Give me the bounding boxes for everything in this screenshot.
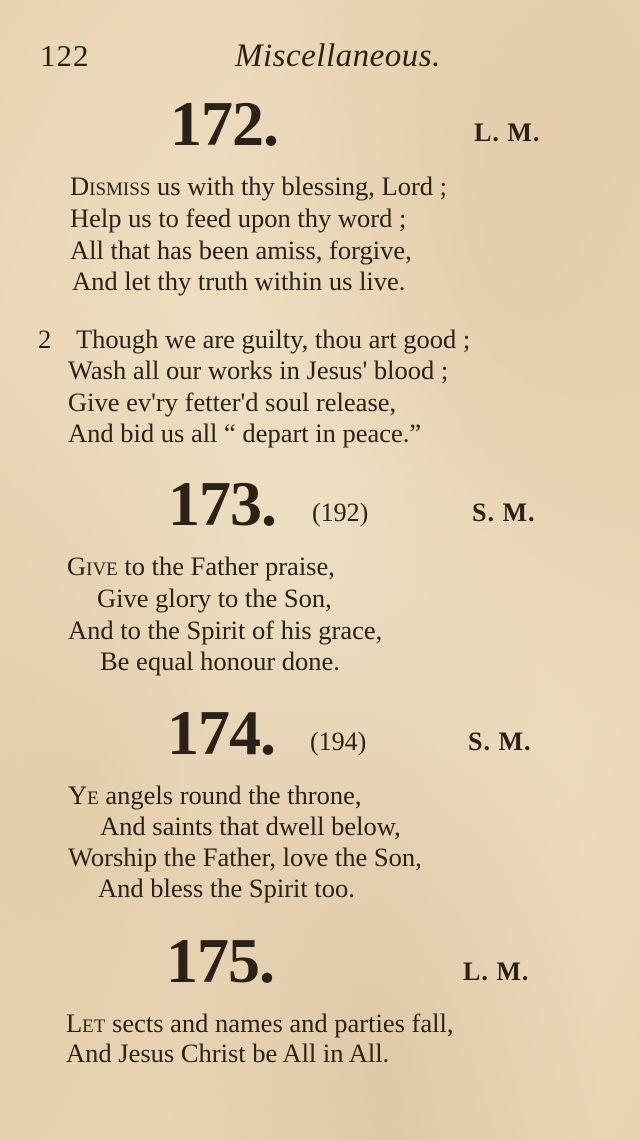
hymn-172-heading	[0, 88, 640, 162]
verse-line: Give glory to the Son,	[97, 583, 332, 613]
verse-lead-word: Let	[66, 1008, 106, 1038]
hymn-173-heading	[0, 468, 640, 542]
running-head	[40, 38, 460, 78]
hymn-meter: S. M.	[468, 727, 532, 756]
verse-line: Be equal honour done.	[100, 646, 340, 676]
verse-line-text: sects and names and parties fall,	[105, 1008, 454, 1038]
hymn-meter: L. M.	[474, 118, 541, 147]
verse-line: Give ev'ry fetter'd soul release,	[68, 387, 397, 417]
verse-line: Though we are guilty, thou art good ;	[76, 324, 471, 354]
page-number: 122	[40, 38, 90, 73]
hymn-number: 174.	[167, 697, 275, 768]
verse-line	[70, 173, 447, 200]
verse-line: Help us to feed upon thy word ;	[70, 203, 407, 233]
verse-line: Wash all our works in Jesus' blood ;	[68, 355, 449, 385]
verse-lead-word: Ye	[68, 780, 99, 810]
hymn-number: 173.	[168, 468, 276, 539]
hymn-175-heading	[0, 925, 640, 999]
verse-line-text: to the Father praise,	[117, 551, 335, 581]
hymn-cross-reference: (194)	[310, 727, 367, 756]
verse-line: Worship the Father, love the Son,	[68, 842, 422, 872]
verse-line-text: angels round the throne,	[98, 780, 362, 810]
verse-lead-word: Give	[67, 551, 118, 581]
verse-line	[66, 1010, 453, 1037]
running-title: Miscellaneous.	[235, 38, 441, 74]
verse-line: And bid us all “ depart in peace.”	[68, 418, 422, 448]
verse-line: And bless the Spirit too.	[98, 873, 355, 903]
verse-line-text: us with thy blessing, Lord ;	[150, 171, 448, 201]
hymn-meter: S. M.	[472, 498, 536, 527]
verse-line: And to the Spirit of his grace,	[68, 615, 383, 645]
hymn-number: 175.	[166, 925, 274, 996]
verse-line	[68, 782, 361, 809]
verse-line: And saints that dwell below,	[100, 811, 401, 841]
verse-line	[67, 553, 335, 580]
hymn-meter: L. M.	[463, 957, 530, 986]
verse-line: All that has been amiss, forgive,	[70, 235, 412, 265]
verse-number: 2	[38, 324, 52, 354]
hymn-number: 172.	[170, 88, 278, 159]
hymn-cross-reference: (192)	[312, 498, 369, 527]
verse-lead-word: Dismiss	[70, 171, 151, 201]
verse-line: And Jesus Christ be All in All.	[66, 1038, 390, 1068]
hymn-174-heading	[0, 697, 640, 771]
verse-line: And let thy truth within us live.	[72, 266, 406, 296]
